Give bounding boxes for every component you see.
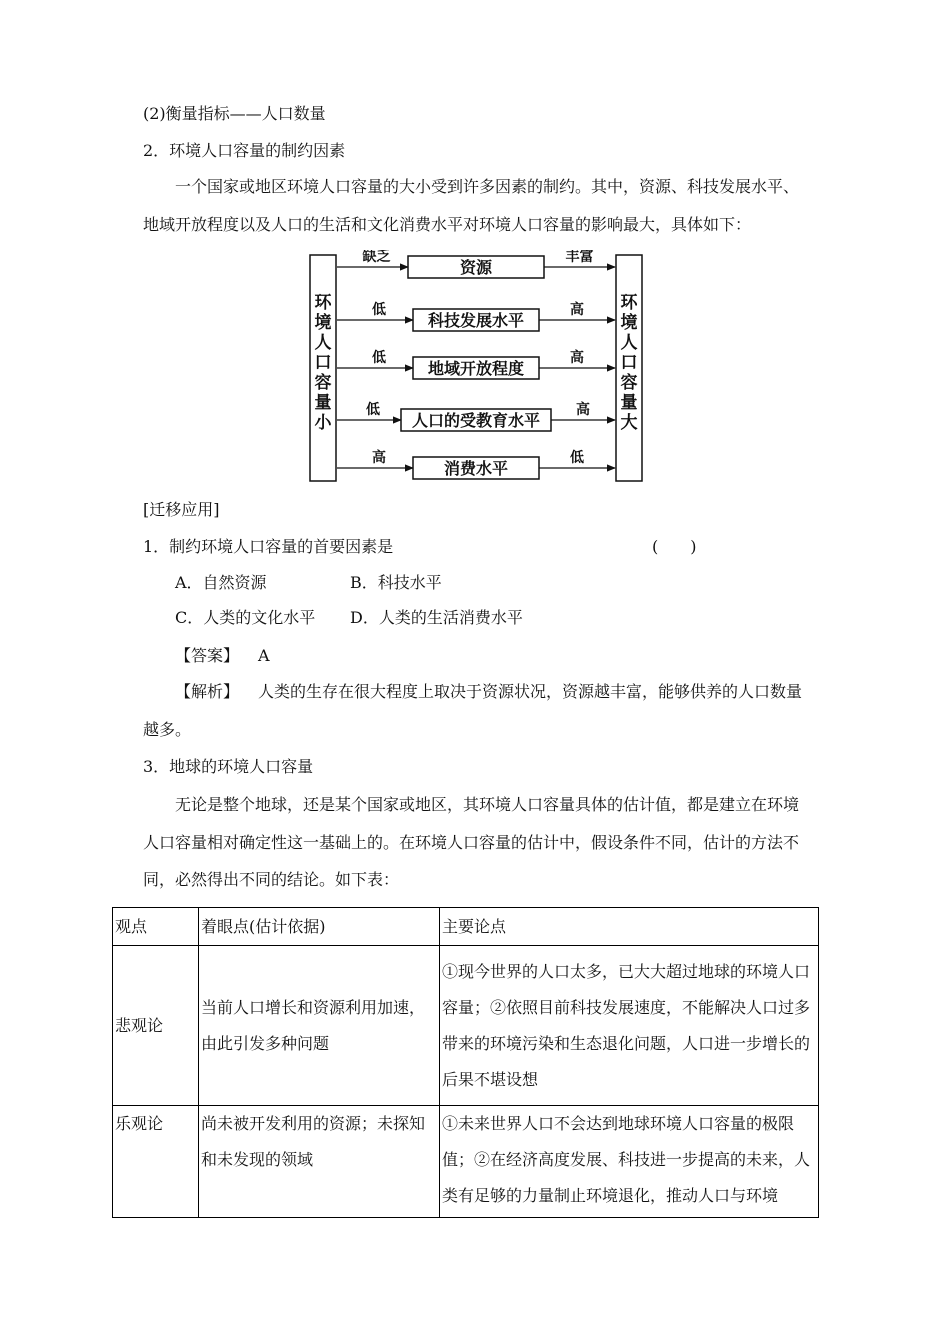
paragraph-line: 同，必然得出不同的结论。如下表： xyxy=(143,870,400,889)
bar-label-char: 容 xyxy=(314,373,332,393)
basis-text: 尚未被开发利用的资源；未探知和未发现的领域 xyxy=(201,1114,426,1169)
level-label-left: 低 xyxy=(372,350,386,366)
question-1-blank: ( ) xyxy=(652,537,697,556)
table-cell-points xyxy=(440,1106,819,1218)
bar-label-char: 人 xyxy=(314,333,332,353)
practice-header: [迁移应用] xyxy=(143,500,220,519)
analysis-text: 越多。 xyxy=(143,720,192,739)
bar-label-char: 小 xyxy=(314,413,332,433)
points-text: ①未来世界人口不会达到地球环境人口容量的极限值；②在经济高度发展、科技进一步提高的未来，人类有足够的力量制止环境退化，推动人口与环境 xyxy=(442,1114,811,1205)
bar-label-char: 口 xyxy=(314,353,332,373)
bar-label-char: 境 xyxy=(620,313,638,333)
bar-label-char: 环 xyxy=(620,293,638,313)
table-header-cell: 着眼点(估计依据) xyxy=(199,908,440,946)
basis-text: 当前人口增长和资源利用加速，由此引发多种问题 xyxy=(201,997,426,1053)
table-header-cell: 主要论点 xyxy=(440,908,819,946)
level-label-left: 缺乏 xyxy=(362,250,391,265)
section-heading-2: 2．环境人口容量的制约因素 xyxy=(143,141,346,160)
factor-label: 科技发展水平 xyxy=(427,311,525,330)
metric-line: (2)衡量指标——人口数量 xyxy=(143,104,326,123)
factor-label: 地域开放程度 xyxy=(427,359,525,378)
bar-label-char: 人 xyxy=(620,333,638,353)
table-cell-points xyxy=(440,946,819,1106)
table-row xyxy=(113,946,819,1106)
level-label-right: 丰富 xyxy=(565,250,594,265)
level-label-right: 高 xyxy=(570,302,584,318)
table-cell-view: 乐观论 xyxy=(113,1106,199,1218)
level-label-left: 低 xyxy=(372,302,386,318)
level-label-left: 高 xyxy=(372,450,386,466)
paragraph-line: 人口容量相对确定性这一基础上的。在环境人口容量的估计中，假设条件不同，估计的方法不 xyxy=(143,833,800,852)
answer-value: A xyxy=(258,646,270,665)
table-cell-view: 悲观论 xyxy=(113,946,199,1106)
factor-label: 人口的受教育水平 xyxy=(411,411,541,430)
left-bar-label xyxy=(315,293,333,433)
option-b: B．科技水平 xyxy=(350,573,442,592)
analysis-label: 【解析】 xyxy=(175,682,240,701)
bar-label-char: 容 xyxy=(620,373,638,393)
table-header-row xyxy=(113,908,819,946)
level-label-right: 高 xyxy=(570,350,584,366)
analysis-text: 人类的生存在很大程度上取决于资源状况，资源越丰富，能够供养的人口数量 xyxy=(258,682,803,701)
bar-label-char: 口 xyxy=(620,353,638,373)
question-1: 1．制约环境人口容量的首要因素是 xyxy=(143,537,394,556)
bar-label-char: 环 xyxy=(314,293,332,313)
option-d: D．人类的生活消费水平 xyxy=(350,608,523,627)
viewpoints-table xyxy=(112,907,819,1218)
table-cell-basis xyxy=(199,946,440,1106)
bar-label-char: 量 xyxy=(314,393,332,413)
answer-label: 【答案】 xyxy=(175,646,240,665)
paragraph-line: 无论是整个地球，还是某个国家或地区，其环境人口容量具体的估计值，都是建立在环境 xyxy=(175,795,800,814)
level-label-left: 低 xyxy=(366,402,380,418)
paragraph-line: 一个国家或地区环境人口容量的大小受到许多因素的制约。其中，资源、科技发展水平、 xyxy=(175,177,800,196)
bar-label-char: 大 xyxy=(620,413,638,433)
right-bar-label xyxy=(621,293,639,433)
option-c: C．人类的文化水平 xyxy=(175,608,316,627)
factor-label: 资源 xyxy=(459,258,493,277)
factor-label: 消费水平 xyxy=(443,459,509,478)
points-text: ①现今世界的人口太多，已大大超过地球的环境人口容量；②依照目前科技发展速度，不能解决人口过多带来的环境污染和生态退化问题，人口进一步增长的后果不堪设想 xyxy=(442,961,811,1089)
capacity-factor-diagram xyxy=(308,250,646,486)
bar-label-char: 量 xyxy=(620,393,638,413)
section-heading-3: 3．地球的环境人口容量 xyxy=(143,757,314,776)
option-a: A．自然资源 xyxy=(175,573,267,592)
table-header-cell: 观点 xyxy=(113,908,199,946)
table-row xyxy=(113,1106,819,1218)
table-cell-basis xyxy=(199,1106,440,1218)
level-label-right: 高 xyxy=(576,402,590,418)
bar-label-char: 境 xyxy=(314,313,332,333)
level-label-right: 低 xyxy=(570,450,584,466)
paragraph-line: 地域开放程度以及人口的生活和文化消费水平对环境人口容量的影响最大，具体如下： xyxy=(143,215,752,234)
